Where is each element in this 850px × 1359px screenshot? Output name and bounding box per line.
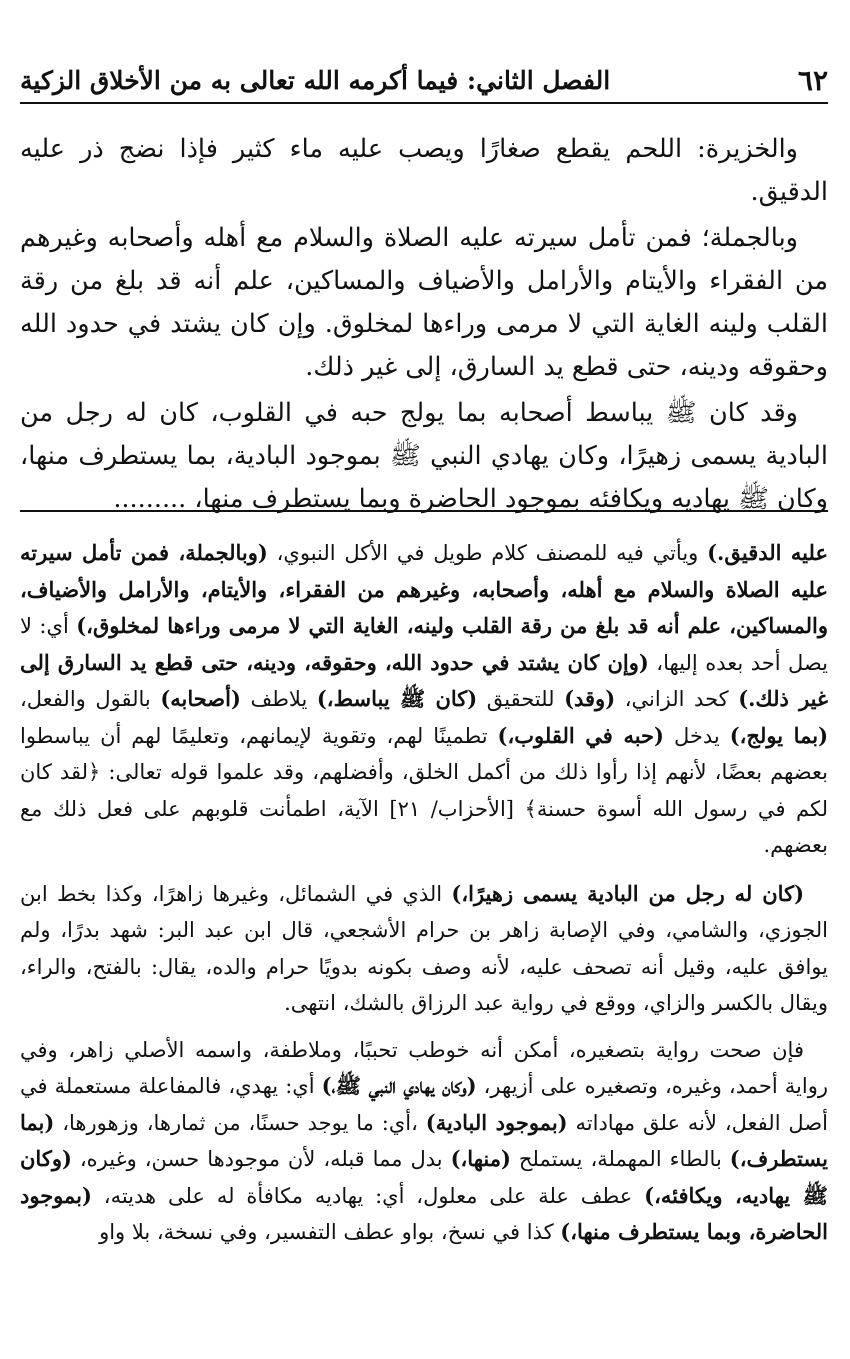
- commentary-paragraph-1: [20, 535, 828, 864]
- quoted-phrase: (وكان ﷺ يهاديه، ويكافئه،): [20, 1146, 828, 1208]
- commentary-span: الذي في الشمائل، وغيرها زاهرًا، وكذا بخط ابن الجوزي، والشامي، وفي الإصابة زاهر بن حرام الأشجعي، قال ابن عبد البر: شهد بدرًا، ولم يوافق عليه، وقيل أنه تصحف عليه، لأنه وصف بكونه بدويًا حرام والده، يقال: بالفتح، والراء، ويقال بالكسر والزاي، ووقع في رواية عبد الرزاق بالشك، انتهى.: [20, 881, 828, 1015]
- quoted-phrase: (بموجود الحاضرة، وبما يستطرف منها،): [20, 1182, 828, 1244]
- commentary-span: تطمينًا لهم، وتقوية لإيمانهم، وتعليمًا لهم أن يباسطوا بعضهم بعضًا، لأنهم إذا رأوا ذلك من أكمل الخلق، وأفضلهم، وقد علموا قوله تعالى: ﴿لقد كان لكم في رسول الله أسوة حسنة﴾ [الأحزاب/ ٢١] الآية، اطمأنت قلوبهم على فعل ذلك مع بعضهم.: [20, 723, 829, 857]
- quoted-phrase: (بما يولج،): [729, 722, 829, 748]
- commentary-span: بالطاء المهملة، يستملح: [510, 1147, 730, 1171]
- quoted-phrase: (منها،): [450, 1146, 511, 1171]
- commentary-span: للتحقيق: [477, 687, 565, 711]
- quoted-phrase: (وإن كان يشتد في حدود الله، وحقوقه، ودينه، حتى قطع يد السارق إلى غير ذلك.): [20, 649, 828, 711]
- commentary-span: عطف علة على معلول، أي: يهاديه مكافأة له على هديته،: [91, 1183, 645, 1208]
- quoted-phrase: (وبالجملة، فمن تأمل سيرته عليه الصلاة والسلام مع أهله، وأصحابه، وغيرهم من الفقراء، والأيتام، والأرامل والأضياف، والمساكين، علم أنه قد بلغ من رقة القلب ولينه، الغاية التي لا مرمى وراءها لمخلوق،): [20, 540, 828, 638]
- commentary-paragraph-2: [20, 876, 828, 1022]
- page-header: [20, 58, 828, 104]
- commentary-span: كحد الزاني،: [615, 687, 739, 711]
- quoted-phrase: (وقد): [564, 686, 616, 711]
- chapter-title: الفصل الثاني: فيما أكرمه الله تعالى به من الأخلاق الزكية: [20, 65, 611, 95]
- quoted-phrase: (حبه في القلوب،): [497, 722, 664, 748]
- commentary-span: فإن صحت رواية بتصغيره، أمكن أنه خوطب تحببًا، وملاطفة، واسمه الأصلي زاهر، وفي رواية أحمد، وغيره، وتصغيره على أزيهر،: [20, 1037, 828, 1098]
- commentary-span: بالقول والفعل،: [20, 687, 161, 711]
- commentary-span: أي: يهدي، فالمفاعلة مستعملة في أصل الفعل، لأنه علق مهاداته: [20, 1074, 828, 1135]
- main-paragraph-2: وبالجملة؛ فمن تأمل سيرته عليه الصلاة والسلام مع أهله وأصحابه وغيرهم من الفقراء والأيتام والأرامل والأضياف والمساكين، علم أنه قد بلغ من رقة القلب ولينه الغاية التي لا مرمى وراءها لمخلوق. وإن كان يشتد في حدود الله وحقوقه ودينه، حتى قطع يد السارق، إلى غير ذلك.: [20, 223, 828, 382]
- quoted-phrase: عليه الدقيق.): [707, 540, 828, 565]
- quoted-phrase: (كان ﷺ يباسط،): [316, 686, 478, 711]
- commentary-span: أي: لا يصل أحد بعده إليها،: [20, 614, 828, 675]
- main-paragraph-3: وقد كان ﷺ يباسط أصحابه بما يولج حبه في القلوب، كان له رجل من البادية يسمى زهيرًا، وكان يهادي النبي ﷺ بموجود البادية، بما يستطرف منها، وكان ﷺ يهاديه ويكافئه بموجود الحاضرة وبما يستطرف منها، .........: [20, 398, 828, 514]
- quoted-phrase: (بموجود البادية): [425, 1109, 568, 1135]
- footnote-divider: [20, 510, 828, 512]
- page-number: ٦٢: [797, 63, 828, 97]
- quoted-phrase: (بما يستطرف،): [20, 1109, 829, 1171]
- commentary-span: يلاطف: [240, 687, 317, 711]
- commentary-text: [20, 535, 828, 1251]
- commentary-paragraph-3: [20, 1032, 828, 1251]
- main-paragraph-1: والخزيرة: اللحم يقطع صغارًا ويصب عليه ماء كثير فإذا نضج ذر عليه الدقيق.: [20, 134, 828, 207]
- commentary-span: بدل مما قبله، لأن موجودها حسن، وغيره،: [71, 1147, 451, 1171]
- commentary-span: كذا في نسخ، بواو عطف التفسير، وفي نسخة، بلا واو: [99, 1220, 561, 1244]
- commentary-span: ،أي: ما يوجد حسنًا، من ثمارها، وزهورها،: [54, 1110, 426, 1135]
- commentary-span: يدخل: [663, 723, 730, 748]
- quoted-phrase: (كان له رجل من البادية يسمى زهيرًا،): [451, 880, 805, 906]
- quoted-phrase: (أصحابه): [160, 686, 241, 711]
- main-text: [20, 128, 828, 521]
- quoted-phrase: (وكان يهادي النبي ﷺ،): [321, 1073, 477, 1098]
- commentary-span: ويأتي فيه للمصنف كلام طويل في الأكل النبوي،: [267, 541, 708, 565]
